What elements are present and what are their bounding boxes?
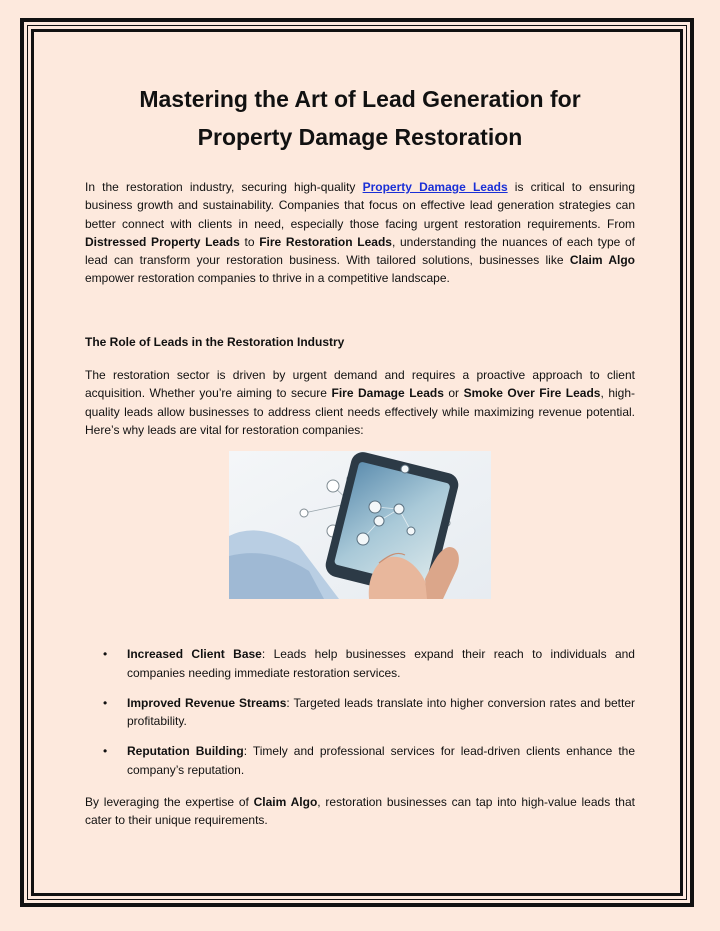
property-damage-leads-link[interactable]: Property Damage Leads — [362, 180, 508, 194]
phone-network-illustration — [229, 451, 491, 599]
document-body — [85, 80, 635, 830]
role-bold-smoke-over-fire: Smoke Over Fire Leads — [463, 386, 601, 401]
benefits-list — [85, 645, 635, 779]
closing-text-2: , restoration businesses can tap into high-value leads that cater to their unique requirements. — [85, 795, 635, 828]
list-item-title: Improved Revenue Streams — [127, 695, 287, 710]
role-paragraph — [85, 366, 635, 439]
role-text-2: or — [443, 386, 464, 401]
intro-text-5: empower restoration companies to thrive in a competitive landscape. — [85, 271, 450, 286]
list-item-title: Increased Client Base — [127, 647, 262, 662]
list-item — [85, 742, 635, 779]
title-line-2: Property Damage Restoration — [197, 124, 523, 150]
title-line-1: Mastering the Art of Lead Generation for — [139, 86, 581, 112]
document-title — [85, 80, 635, 156]
bullet-icon: • — [103, 744, 108, 759]
intro-text-1: In the restoration industry, securing high-quality — [85, 180, 363, 194]
list-item-text: : Leads help businesses expand their reach to individuals and companies needing immediate restoration services. — [127, 647, 635, 680]
list-item-text: : Targeted leads translate into higher conversion rates and better profitability. — [127, 695, 636, 729]
role-bold-fire-damage: Fire Damage Leads — [331, 386, 444, 401]
closing-bold-claim-algo: Claim Algo — [253, 795, 318, 810]
intro-bold-distressed: Distressed Property Leads — [85, 234, 240, 249]
list-item — [85, 694, 635, 731]
intro-paragraph — [85, 178, 635, 288]
intro-text-2: is critical to ensuring business growth and sustainability. Companies that focus on effective lead generation strategies can better connect with clients in need, especially those facing urgent restoration requirements. From — [85, 180, 636, 231]
role-text-3: , high-quality leads allow businesses to address client needs effectively while maximizing revenue potential. Here’s why leads are vital for restoration companies: — [85, 386, 636, 437]
phone-network-image — [85, 451, 635, 599]
bullet-icon: • — [103, 647, 108, 662]
intro-bold-fire-restoration: Fire Restoration Leads — [259, 234, 392, 249]
closing-text-1: By leveraging the expertise of — [85, 795, 254, 810]
section-heading: The Role of Leads in the Restoration Industry — [85, 334, 345, 349]
list-item — [85, 645, 635, 682]
closing-paragraph — [85, 793, 635, 830]
bullet-icon: • — [103, 695, 108, 710]
intro-bold-claim-algo: Claim Algo — [569, 253, 636, 268]
list-item-title: Reputation Building — [127, 744, 244, 759]
list-item-text: : Timely and professional services for lead-driven clients enhance the company’s reputation. — [127, 744, 635, 777]
role-text-1: The restoration sector is driven by urgent demand and requires a proactive approach to client acquisition. Whether you’re aiming to secure — [85, 368, 635, 401]
intro-text-3: to — [239, 234, 260, 249]
intro-text-4: , understanding the nuances of each type of lead can transform your restoration business. With tailored solutions, businesses like — [85, 234, 636, 268]
